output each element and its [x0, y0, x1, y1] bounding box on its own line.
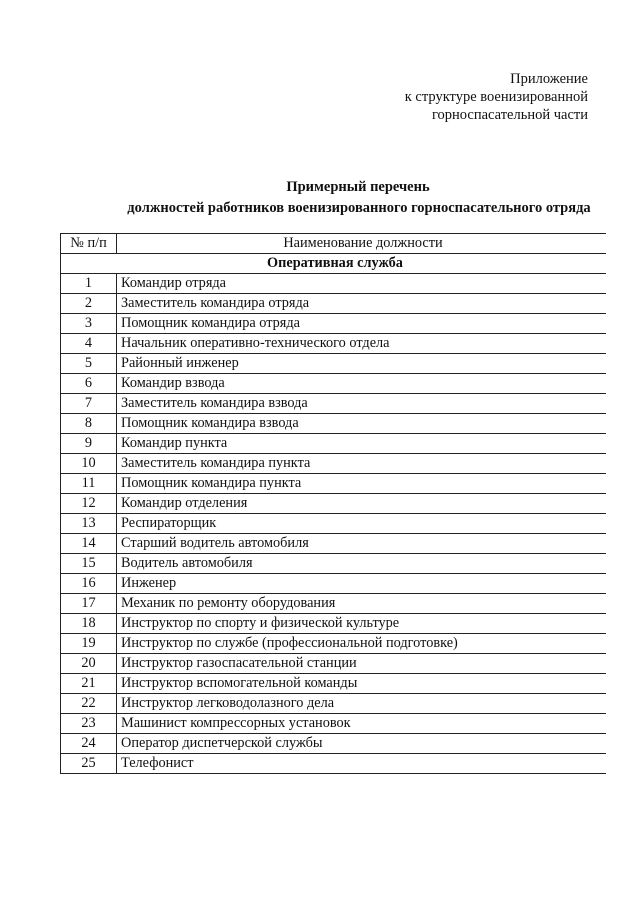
- table-row: [61, 614, 607, 634]
- row-position-name: Заместитель командира взвода: [117, 394, 607, 414]
- row-number: 23: [61, 714, 117, 734]
- appendix-line-1: Приложение: [510, 71, 588, 87]
- row-number: 5: [61, 354, 117, 374]
- row-number: 21: [61, 674, 117, 694]
- row-position-name: Инженер: [117, 574, 607, 594]
- row-position-name: Помощник командира отряда: [117, 314, 607, 334]
- table-row: [61, 674, 607, 694]
- row-number: 12: [61, 494, 117, 514]
- row-position-name: Командир взвода: [117, 374, 607, 394]
- row-position-name: Инструктор вспомогательной команды: [117, 674, 607, 694]
- table-row: [61, 334, 607, 354]
- row-number: 8: [61, 414, 117, 434]
- row-position-name: Командир пункта: [117, 434, 607, 454]
- table-row: [61, 654, 607, 674]
- table-row: [61, 414, 607, 434]
- section-row: [61, 254, 607, 274]
- table-row: [61, 694, 607, 714]
- row-position-name: Командир отряда: [117, 274, 607, 294]
- table-row: [61, 594, 607, 614]
- row-number: 25: [61, 754, 117, 774]
- table-row: [61, 434, 607, 454]
- header-name: Наименование должности: [117, 234, 607, 254]
- table-row: [61, 714, 607, 734]
- row-position-name: Районный инженер: [117, 354, 607, 374]
- row-position-name: Начальник оперативно-технического отдела: [117, 334, 607, 354]
- table-row: [61, 274, 607, 294]
- row-position-name: Инструктор легководолазного дела: [117, 694, 607, 714]
- table-row: [61, 754, 607, 774]
- table-row: [61, 514, 607, 534]
- row-position-name: Респираторщик: [117, 514, 607, 534]
- row-position-name: Водитель автомобиля: [117, 554, 607, 574]
- row-number: 10: [61, 454, 117, 474]
- row-number: 11: [61, 474, 117, 494]
- table-header-row: [61, 234, 607, 254]
- row-number: 15: [61, 554, 117, 574]
- row-position-name: Старший водитель автомобиля: [117, 534, 607, 554]
- row-number: 16: [61, 574, 117, 594]
- row-number: 2: [61, 294, 117, 314]
- row-position-name: Механик по ремонту оборудования: [117, 594, 607, 614]
- row-number: 7: [61, 394, 117, 414]
- table-row: [61, 574, 607, 594]
- row-position-name: Заместитель командира отряда: [117, 294, 607, 314]
- row-number: 22: [61, 694, 117, 714]
- table-row: [61, 354, 607, 374]
- header-number: № п/п: [61, 234, 117, 254]
- row-number: 19: [61, 634, 117, 654]
- table-row: [61, 534, 607, 554]
- row-position-name: Инструктор газоспасательной станции: [117, 654, 607, 674]
- row-position-name: Оператор диспетчерской службы: [117, 734, 607, 754]
- document-title-line-1: Примерный перечень: [286, 179, 430, 195]
- row-number: 1: [61, 274, 117, 294]
- row-number: 13: [61, 514, 117, 534]
- document-title-line-2: должностей работников военизированного горноспасательного отряда: [127, 200, 591, 216]
- table-row: [61, 734, 607, 754]
- appendix-line-3: горноспасательной части: [431, 107, 588, 123]
- row-number: 17: [61, 594, 117, 614]
- table-row: [61, 374, 607, 394]
- appendix-note: [405, 70, 588, 124]
- row-position-name: Помощник командира пункта: [117, 474, 607, 494]
- positions-table: [60, 233, 606, 774]
- table-row: [61, 474, 607, 494]
- table-row: [61, 494, 607, 514]
- table-row: [61, 454, 607, 474]
- row-number: 4: [61, 334, 117, 354]
- row-number: 24: [61, 734, 117, 754]
- section-title: Оперативная служба: [61, 254, 607, 274]
- table-row: [61, 634, 607, 654]
- row-position-name: Телефонист: [117, 754, 607, 774]
- row-number: 18: [61, 614, 117, 634]
- row-number: 3: [61, 314, 117, 334]
- row-position-name: Заместитель командира пункта: [117, 454, 607, 474]
- row-position-name: Командир отделения: [117, 494, 607, 514]
- row-number: 20: [61, 654, 117, 674]
- row-number: 14: [61, 534, 117, 554]
- table-row: [61, 294, 607, 314]
- table-row: [61, 314, 607, 334]
- row-position-name: Машинист компрессорных установок: [117, 714, 607, 734]
- table-row: [61, 394, 607, 414]
- table-row: [61, 554, 607, 574]
- row-number: 6: [61, 374, 117, 394]
- appendix-line-2: к структуре военизированной: [404, 89, 588, 105]
- row-position-name: Инструктор по спорту и физической культуре: [117, 614, 607, 634]
- row-number: 9: [61, 434, 117, 454]
- row-position-name: Инструктор по службе (профессиональной подготовке): [117, 634, 607, 654]
- row-position-name: Помощник командира взвода: [117, 414, 607, 434]
